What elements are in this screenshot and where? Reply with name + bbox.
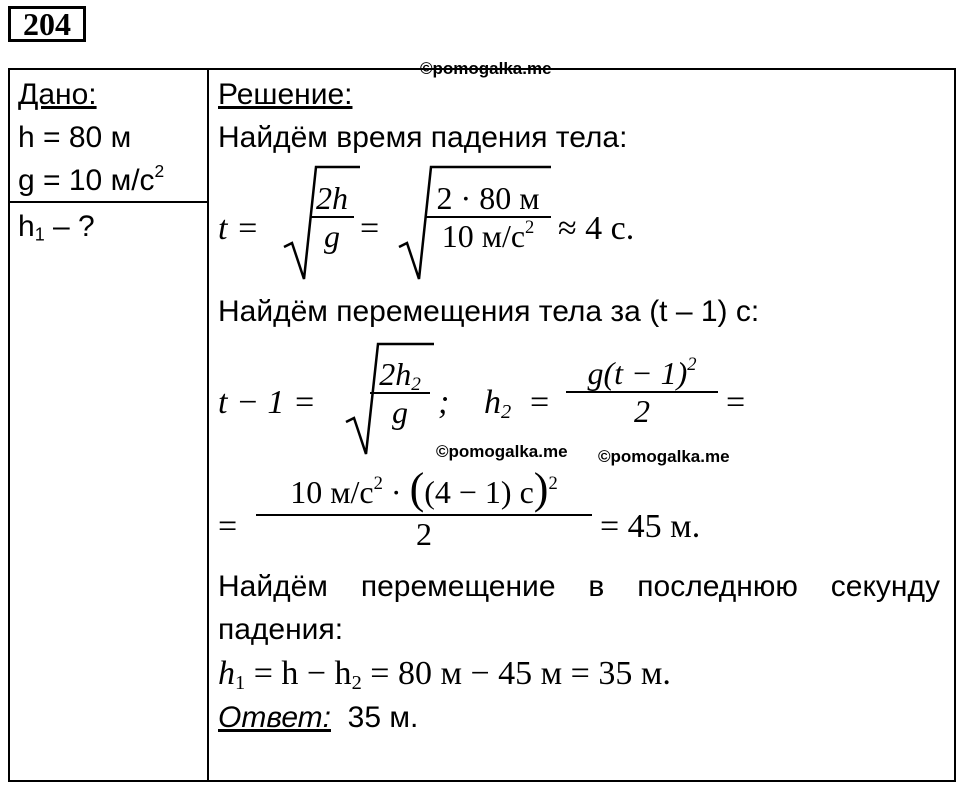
watermark: ©pomogalka.me bbox=[598, 447, 730, 466]
given-header: Дано: bbox=[18, 78, 97, 111]
eq2-h2: $h_2$ bbox=[484, 384, 512, 424]
eq2-semicolon: ; bbox=[438, 384, 450, 421]
eq2-trailing-equals: = bbox=[726, 384, 746, 421]
eq3-result: = 45 м. bbox=[600, 508, 701, 545]
eq2-lhs: t − 1 = bbox=[218, 384, 316, 421]
step1-text: Найдём время падения тела: bbox=[218, 121, 628, 154]
given-gravity: g = 10 $м/с^2$ bbox=[18, 160, 165, 197]
step2-text: Найдём перемещения тела за (t – 1) с: bbox=[218, 295, 760, 328]
step3-line2: падения: bbox=[218, 613, 344, 646]
eq1-equals: = bbox=[360, 210, 380, 247]
eq1-result: ≈ 4 с. bbox=[558, 210, 635, 247]
eq2-fraction-2: $g(t - 1)^2$ 2 bbox=[566, 355, 718, 429]
watermark: ©pomogalka.me bbox=[436, 442, 568, 461]
step3-line1: Найдём перемещение в последнюю секунду bbox=[218, 570, 940, 603]
table-divider-horizontal bbox=[8, 201, 208, 203]
eq3-lead: = bbox=[218, 508, 238, 545]
answer-value: 35 м. bbox=[347, 701, 419, 734]
eq4: $h_1 = h - h_2 = 80$ м − 45 м = 35 м. bbox=[218, 655, 671, 695]
eq1-fraction-1: 2h g bbox=[310, 180, 354, 254]
eq1-fraction-2: 2 · 80 м 10 $м/с^2$ bbox=[425, 180, 551, 254]
eq2-fraction-1: $2h_2$ g bbox=[370, 356, 430, 430]
given-height: h = 80 м bbox=[18, 121, 132, 154]
problem-number: 204 bbox=[8, 6, 86, 42]
eq2-equals: = bbox=[530, 384, 550, 421]
solution-header: Решение: bbox=[218, 78, 353, 111]
find-quantity: $h_1$ – ? bbox=[18, 210, 95, 245]
eq1-lhs: t = bbox=[218, 210, 259, 247]
table-divider-vertical bbox=[207, 68, 209, 782]
answer-line bbox=[218, 701, 418, 735]
eq3-fraction: 10 $м/с^2 \cdot ((4 - 1)$ с)$^2$ 2 bbox=[256, 470, 592, 552]
answer-label: Ответ: bbox=[218, 701, 331, 734]
watermark: ©pomogalka.me bbox=[420, 59, 552, 78]
